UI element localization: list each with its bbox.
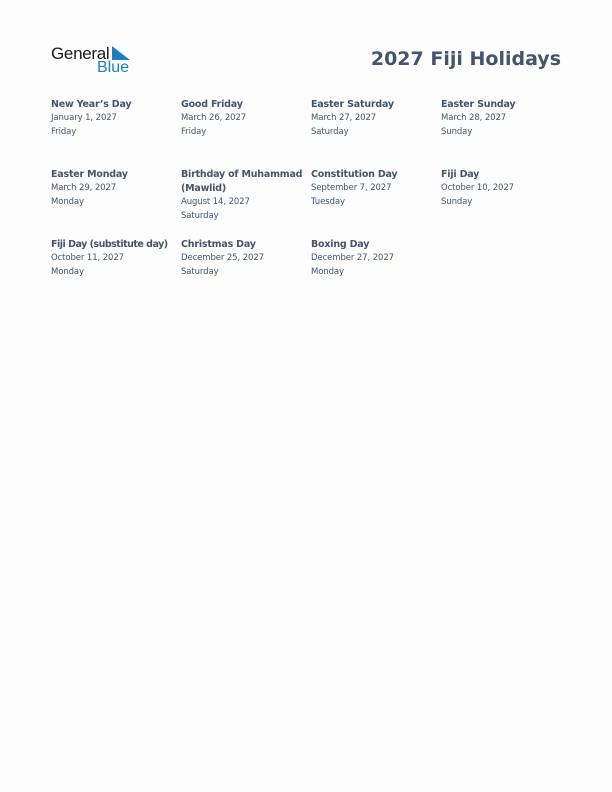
holiday-date: August 14, 2027 <box>181 197 250 207</box>
holiday-date: January 1, 2027 <box>51 113 117 123</box>
holiday-item <box>51 98 179 139</box>
holiday-date: September 7, 2027 <box>311 183 392 193</box>
holiday-weekday: Saturday <box>181 210 219 221</box>
holiday-name: Constitution Day <box>311 169 398 180</box>
logo-general-text: General <box>51 44 110 63</box>
holiday-date: October 11, 2027 <box>51 253 124 263</box>
holiday-name: Fiji Day (substitute day) <box>51 239 168 250</box>
holiday-date: March 28, 2027 <box>441 113 507 123</box>
holiday-weekday: Tuesday <box>311 196 345 207</box>
holiday-name: Boxing Day <box>311 239 370 250</box>
holiday-item <box>441 98 569 139</box>
holiday-weekday: Monday <box>51 266 84 277</box>
holiday-weekday: Friday <box>181 126 207 137</box>
logo-blue-text: Blue <box>97 59 130 76</box>
holiday-name: Birthday of Muhammad (Mawlid) <box>181 169 303 194</box>
holiday-date: December 27, 2027 <box>311 253 394 263</box>
holiday-date: March 26, 2027 <box>181 113 247 123</box>
holiday-name: Fiji Day <box>441 169 480 180</box>
holiday-weekday: Sunday <box>441 126 473 137</box>
holiday-date: December 25, 2027 <box>181 253 264 263</box>
holiday-weekday: Friday <box>51 126 77 137</box>
logo-triangle-icon <box>112 46 130 60</box>
holiday-date: March 29, 2027 <box>51 183 117 193</box>
holiday-weekday: Saturday <box>311 126 349 137</box>
holiday-name: Good Friday <box>181 99 243 110</box>
logo <box>51 44 141 78</box>
holiday-name: Easter Monday <box>51 169 128 180</box>
holiday-date: October 10, 2027 <box>441 183 514 193</box>
page-title: 2027 Fiji Holidays <box>370 48 561 70</box>
holiday-item <box>51 238 179 279</box>
holiday-weekday: Monday <box>51 196 84 207</box>
holiday-date: March 27, 2027 <box>311 113 377 123</box>
holiday-weekday: Saturday <box>181 266 219 277</box>
holiday-item <box>441 168 569 209</box>
holiday-item <box>311 98 439 139</box>
holiday-item <box>311 168 439 209</box>
holiday-name: New Year’s Day <box>51 99 132 110</box>
holiday-weekday: Monday <box>311 266 344 277</box>
holiday-item <box>311 238 439 279</box>
holiday-name: Christmas Day <box>181 239 256 250</box>
holiday-item <box>181 168 305 223</box>
holiday-name: Easter Saturday <box>311 99 394 110</box>
holiday-item <box>181 98 309 139</box>
holiday-item <box>51 168 179 209</box>
holiday-name: Easter Sunday <box>441 99 516 110</box>
holiday-item <box>181 238 309 279</box>
holiday-weekday: Sunday <box>441 196 473 207</box>
